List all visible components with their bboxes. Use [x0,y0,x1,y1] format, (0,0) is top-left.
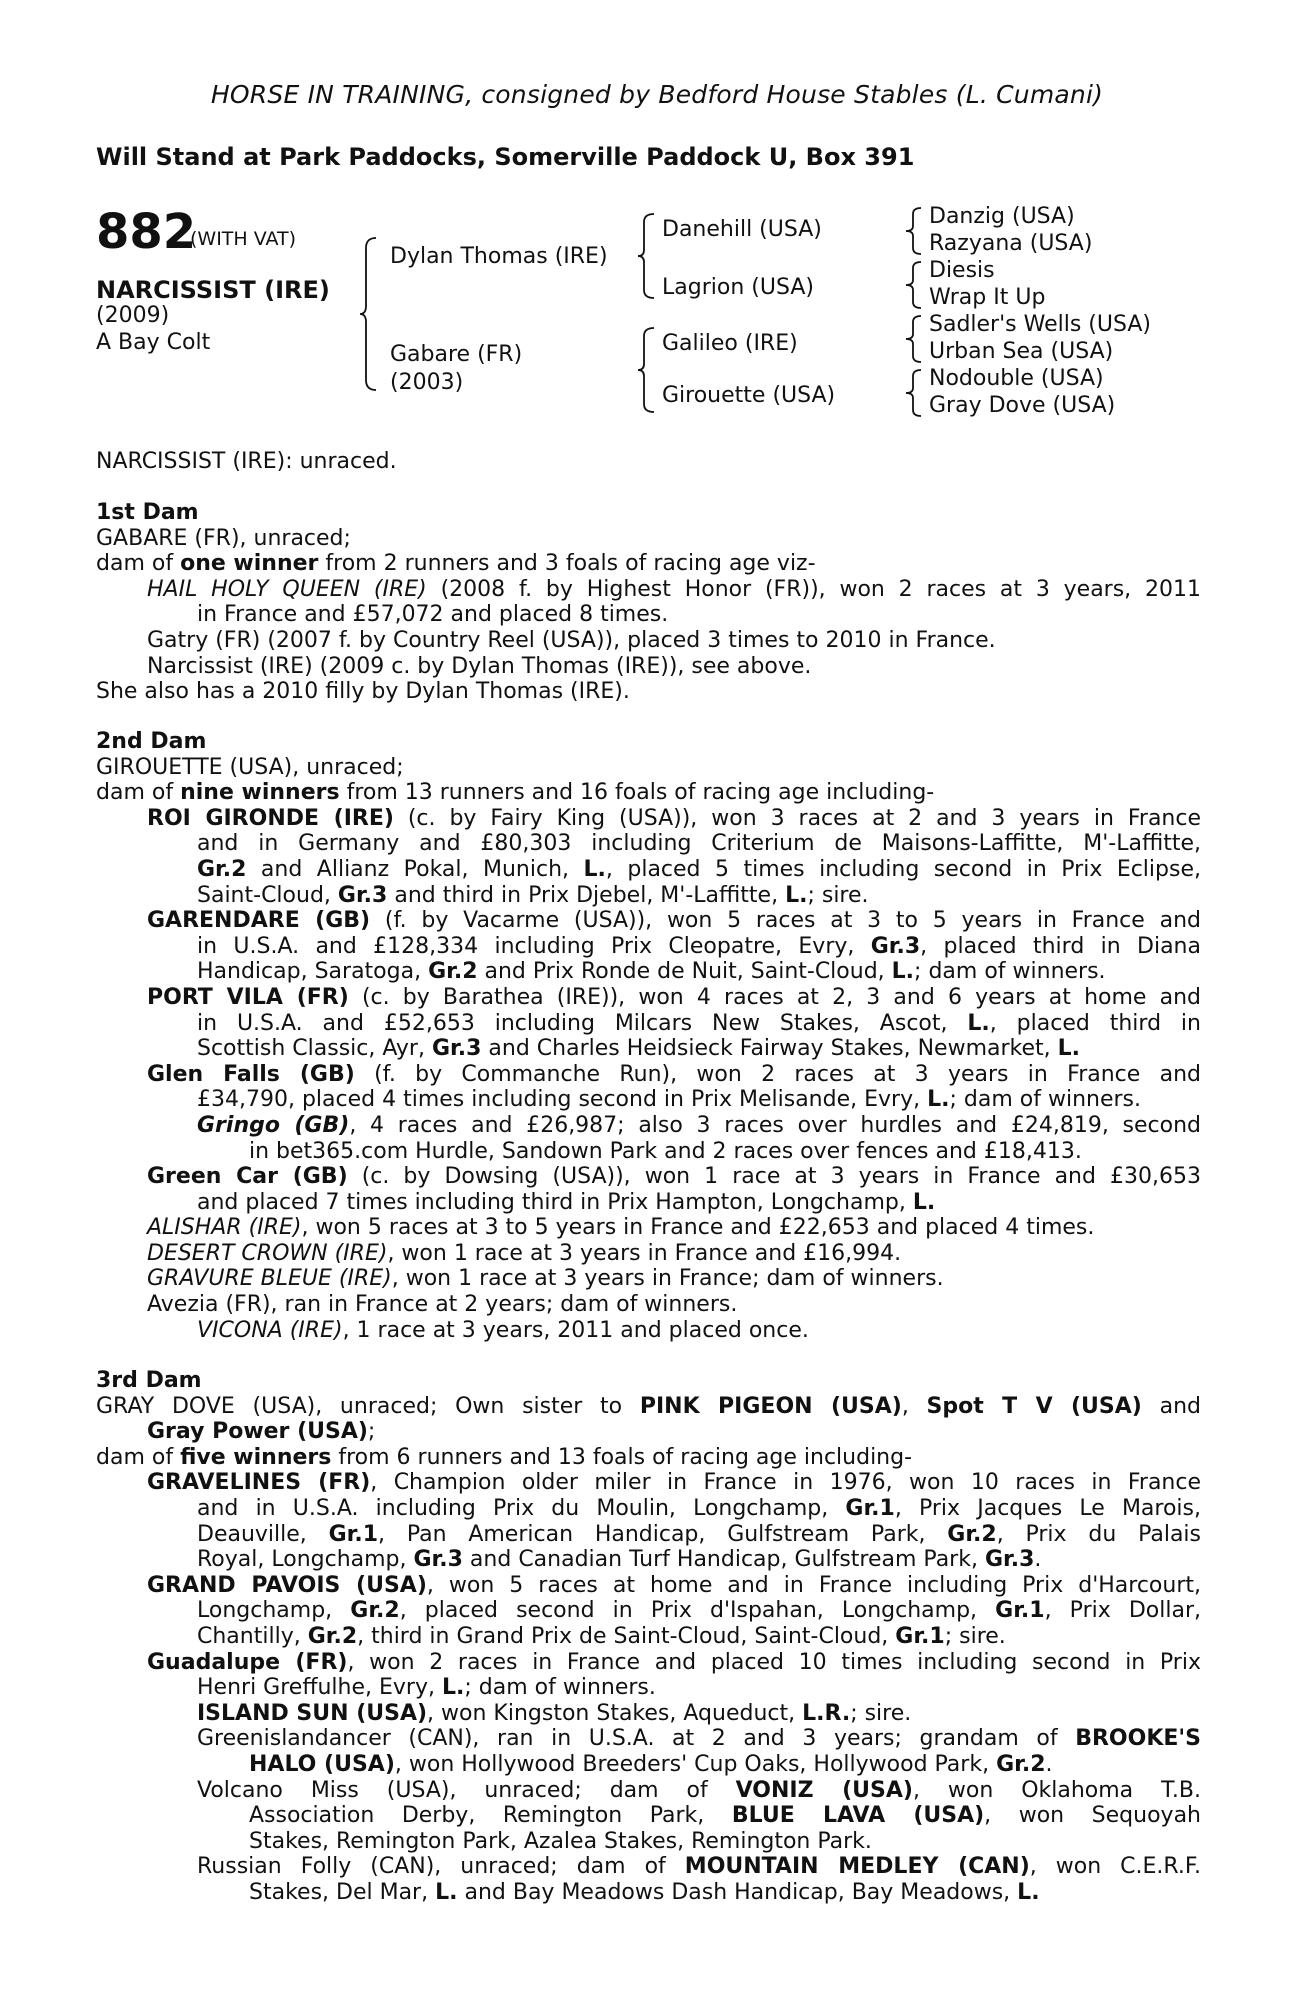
text-run: and Charles Heidsieck Fairway Stakes, Newmarket, [481,1036,1058,1062]
text-line [96,1522,1201,1548]
bold-text: Gr.3 [984,1547,1035,1573]
text-run: ; sire. [850,1700,912,1726]
bold-text: VONIZ (USA) [735,1777,913,1803]
bold-text: GRAVELINES (FR) [147,1470,371,1496]
pedigree-brace-sire [636,212,658,300]
text-run: in U.S.A. and £52,653 including Milcars New Stakes, Ascot, [197,1010,968,1036]
page-title: HORSE IN TRAINING, consigned by Bedford House Stables (L. Cumani) [210,80,1104,109]
text-line [96,1829,1201,1855]
text-line [96,1752,1201,1778]
text-run: Chantilly, [197,1623,308,1649]
bold-text: five winners [180,1444,332,1470]
text-run: , placed 5 times including second in Prix Eclipse, [605,856,1201,882]
text-run: and Prix Ronde de Nuit, Saint-Cloud, [477,959,892,985]
bold-text: HALO (USA) [249,1751,395,1777]
text-run: Henri Greffulhe, Evry, [197,1675,442,1701]
text-line [96,1650,1201,1676]
text-line [96,628,1201,654]
text-run: Volcano Miss (USA), unraced; dam of [197,1777,736,1803]
text-run: , won 1 race at 3 years in France and £16,994. [387,1240,902,1266]
horse-name: NARCISSIST (IRE) [96,276,330,304]
bold-text: L. [583,856,606,882]
bold-text: Gr.2 [350,1598,400,1624]
text-run: Russian Folly (CAN), unraced; dam of [197,1854,685,1880]
text-run: and Canadian Turf Handicap, Gulfstream Park, [462,1547,985,1573]
bold-text: Gr.3 [431,1036,482,1062]
text-line [96,1778,1201,1804]
pedigree-g7: Nodouble (USA) [929,366,1104,391]
lot-vat-note: (WITH VAT) [190,228,297,250]
section-lines [96,755,1201,1344]
text-run: ; dam of winners. [464,1675,656,1701]
bold-text: Gr.1 [845,1495,895,1521]
text-run: Avezia (FR), ran in France at 2 years; dam of winners. [147,1292,738,1318]
text-run: Longchamp, [197,1598,351,1624]
text-line [96,1318,1201,1344]
text-line [96,679,1201,705]
lot-number: 882 [96,204,197,260]
text-run: and Bay Meadows Dash Handicap, Bay Meadows, [457,1879,1018,1905]
family-section-2nd-dam [96,729,1201,1343]
bold-text: Gr.3 [337,882,388,908]
text-line [96,1573,1201,1599]
bold-text: Gray Power (USA) [147,1419,368,1445]
pedigree-sire: Dylan Thomas (IRE) [390,244,608,269]
bold-text: Gr.2 [428,959,478,985]
text-run: and placed 7 times including third in Prix Hampton, Longchamp, [197,1189,913,1215]
pedigree-dam-dam: Girouette (USA) [662,383,836,408]
text-run: Gatry (FR) (2007 f. by Country Reel (USA)), placed 3 times to 2010 in France. [147,627,996,653]
text-run: Handicap, Saratoga, [197,959,429,985]
text-line [96,857,1201,883]
text-run: , won C.E.R.F. [1029,1854,1202,1880]
text-run: dam of [96,780,181,806]
text-run: in U.S.A. and £128,334 including Prix Cleopatre, Evry, [197,933,871,959]
text-run: , won 1 race at 3 years in France; dam of winners. [391,1266,944,1292]
text-run: (f. by Vacarme (USA)), won 5 races at 3 to 5 years in France and [370,908,1201,934]
pedigree-brace-g2 [903,260,925,310]
text-run: dam of [96,551,181,577]
text-run: , won Kingston Stakes, Aqueduct, [427,1700,803,1726]
text-run: from 2 runners and 3 foals of racing age viz- [318,551,816,577]
text-line [96,755,1201,781]
text-run: £34,790, placed 4 times including second in Prix Melisande, Evry, [197,1087,928,1113]
bold-text: Gringo (GB) [197,1112,350,1138]
bold-text: L. [1057,1036,1081,1062]
bold-text: L. [927,1087,950,1113]
pedigree-sire-dam: Lagrion (USA) [662,275,814,300]
text-run: , won Oklahoma T.B. [912,1777,1201,1803]
pedigree-dam-sire: Galileo (IRE) [662,331,798,356]
text-line [96,1445,1201,1471]
text-run: , 4 races and £26,987; also 3 races over hurdles and £24,819, second [349,1112,1202,1138]
text-run: ; [367,1419,376,1445]
text-run: She also has a 2010 filly by Dylan Thomas (IRE). [96,679,630,705]
pedigree-brace-dam [636,326,658,414]
bold-text: ISLAND SUN (USA) [197,1700,428,1726]
bold-text: Green Car (GB) [147,1164,348,1190]
text-line [96,577,1201,603]
bold-text: GARENDARE (GB) [147,908,371,934]
text-line [96,526,1201,552]
text-run: , Prix Jacques Le Marois, [894,1495,1201,1521]
text-run: (c. by Fairy King (USA)), won 3 races at 2 and 3 years in France [393,805,1201,831]
text-run: Stakes, Remington Park, Azalea Stakes, Remington Park. [249,1828,872,1854]
text-line [96,985,1201,1011]
text-run: (c. by Dowsing (USA)), won 1 race at 3 years in France and £30,653 [347,1164,1201,1190]
pedigree-g6: Urban Sea (USA) [929,339,1114,364]
text-run: ; dam of winners. [914,959,1106,985]
text-line [96,1394,1201,1420]
bold-text: L. [891,959,915,985]
text-line [96,1062,1201,1088]
bold-text: L. [967,1010,990,1036]
italic-text: VICONA (IRE) [197,1317,343,1343]
bold-text: Gr.3 [870,933,921,959]
text-line [96,831,1201,857]
bold-text: Guadalupe (FR) [147,1649,348,1675]
horse-description: A Bay Colt [96,330,211,355]
bold-text: Gr.1 [328,1521,379,1547]
text-run: , third in Grand Prix de Saint-Cloud, Saint-Cloud, [357,1623,896,1649]
pedigree-g8: Gray Dove (USA) [929,393,1116,418]
text-line [96,806,1201,832]
text-run: GABARE (FR), unraced; [96,525,351,551]
bold-text: Gr.2 [307,1623,358,1649]
text-line [96,1880,1201,1906]
section-lines [96,1394,1201,1906]
text-line [96,1266,1201,1292]
bold-text: Gr.2 [197,856,247,882]
bold-text: ROI GIRONDE (IRE) [147,805,394,831]
text-run: (2008 f. by Highest Honor (FR)), won 2 races at 3 years, 2011 [426,576,1201,602]
pedigree-brace-g4 [903,368,925,418]
text-run: Stakes, Del Mar, [249,1879,436,1905]
italic-text: GRAVURE BLEUE (IRE) [147,1266,392,1292]
text-line [96,1190,1201,1216]
section-title: 2nd Dam [96,729,207,754]
bold-text: PINK PIGEON (USA) [639,1393,902,1419]
text-run: (c. by Barathea (IRE)), won 4 races at 2, 3 and 6 years at home and [348,984,1201,1010]
text-run: , placed third in [989,1010,1201,1036]
text-line [96,1419,1201,1445]
pedigree-g3: Diesis [929,258,995,283]
text-line [96,1139,1201,1165]
text-run: and third in Prix Djebel, M'-Laffitte, [387,882,786,908]
text-line [96,602,1201,628]
text-run: , won Sequoyah [984,1803,1201,1829]
text-run: in bet365.com Hurdle, Sandown Park and 2 races over fences and £18,413. [249,1138,1082,1164]
text-line [96,1701,1201,1727]
bold-text: Gr.2 [996,1751,1046,1777]
text-run: , Prix du Palais [996,1521,1201,1547]
pedigree-g4: Wrap It Up [929,285,1046,310]
text-run: , won 2 races in France and placed 10 times including second in Prix [347,1649,1201,1675]
text-line [96,654,1201,680]
italic-text: HAIL HOLY QUEEN (IRE) [147,576,427,602]
text-line [96,1036,1201,1062]
text-line [96,1215,1201,1241]
bold-text: Gr.2 [947,1521,997,1547]
pedigree-dam: Gabare (FR) [390,342,523,367]
text-run: , Champion older miler in France in 1976, won 10 races in France [370,1470,1202,1496]
text-run: ; sire. [807,882,869,908]
bold-text: BLUE LAVA (USA) [731,1803,985,1829]
bold-text: GRAND PAVOIS (USA) [147,1572,427,1598]
bold-text: L. [912,1189,936,1215]
race-summary: NARCISSIST (IRE): unraced. [96,449,397,474]
text-line [96,1547,1201,1573]
text-run: , 1 race at 3 years, 2011 and placed once. [342,1317,809,1343]
text-line [96,1113,1201,1139]
text-line [96,1854,1201,1880]
text-run: Saint-Cloud, [197,882,338,908]
pedigree-g5: Sadler's Wells (USA) [929,312,1151,337]
section-lines [96,526,1201,705]
text-run: , won 5 races at home and in France including Prix d'Harcourt, [426,1572,1201,1598]
text-run: ; sire. [944,1623,1006,1649]
family-section-1st-dam [96,500,1201,705]
text-run: . [1045,1751,1053,1777]
text-run: Royal, Longchamp, [197,1547,414,1573]
bold-text: MOUNTAIN MEDLEY (CAN) [684,1854,1030,1880]
pedigree-g2: Razyana (USA) [929,231,1093,256]
italic-text: DESERT CROWN (IRE) [147,1240,388,1266]
text-line [96,1624,1201,1650]
text-run: GRAY DOVE (USA), unraced; Own sister to [96,1393,640,1419]
text-run: (f. by Commanche Run), won 2 races at 3 years in France and [354,1061,1201,1087]
text-run: Deauville, [197,1521,329,1547]
text-line [96,959,1201,985]
text-run: in France and £57,072 and placed 8 times. [197,602,669,628]
text-line [96,1164,1201,1190]
text-line [96,1598,1201,1624]
horse-year: (2009) [96,303,170,328]
family-section-3rd-dam [96,1368,1201,1905]
text-line [96,1011,1201,1037]
text-run: , Prix Dollar, [1044,1598,1201,1624]
text-run: and Allianz Pokal, Munich, [246,856,584,882]
bold-text: one winner [180,551,319,577]
pedigree-sire-sire: Danehill (USA) [662,217,822,242]
text-run: ; dam of winners. [949,1087,1141,1113]
text-run: Narcissist (IRE) (2009 c. by Dylan Thomas (IRE)), see above. [147,653,812,679]
text-line [96,1675,1201,1701]
bold-text: nine winners [180,780,340,806]
text-run: , placed third in Diana [920,933,1201,959]
bold-text: Gr.3 [413,1547,463,1573]
bold-text: PORT VILA (FR) [147,984,349,1010]
bold-text: L. [441,1675,465,1701]
bold-text: L. [435,1879,458,1905]
text-run: and in U.S.A. including Prix du Moulin, Longchamp, [197,1495,846,1521]
text-run: and [1141,1393,1201,1419]
text-line [96,780,1201,806]
section-title: 3rd Dam [96,1368,202,1393]
pedigree-brace-g3 [903,314,925,364]
text-run: Greenislandancer (CAN), ran in U.S.A. at 2 and 3 years; grandam of [197,1726,1076,1752]
bold-text: Spot T V (USA) [926,1393,1142,1419]
text-run: dam of [96,1444,181,1470]
text-run: , placed second in Prix d'Ispahan, Longchamp, [399,1598,996,1624]
text-run: , [901,1393,927,1419]
text-run: and in Germany and £80,303 including Criterium de Maisons-Laffitte, M'-Laffitte, [197,831,1201,857]
bold-text: Gr.1 [895,1623,945,1649]
text-line [96,1496,1201,1522]
section-title: 1st Dam [96,500,199,525]
bold-text: L. [785,882,808,908]
text-run: from 13 runners and 16 foals of racing age including- [339,780,935,806]
text-run: , Pan American Handicap, Gulfstream Park, [378,1521,948,1547]
pedigree-dam-year: (2003) [390,370,464,395]
stand-location: Will Stand at Park Paddocks, Somerville Paddock U, Box 391 [96,143,915,171]
pedigree-g1: Danzig (USA) [929,204,1075,229]
bold-text: BROOKE'S [1075,1726,1201,1752]
pedigree-brace-main [358,236,380,392]
text-line [96,1292,1201,1318]
text-line [96,551,1201,577]
text-line [96,1087,1201,1113]
text-line [96,1470,1201,1496]
bold-text: Gr.1 [995,1598,1045,1624]
bold-text: Glen Falls (GB) [147,1061,355,1087]
bold-text: L. [1017,1879,1040,1905]
text-run: , won 5 races at 3 to 5 years in France and £22,653 and placed 4 times. [301,1215,1095,1241]
text-line [96,1726,1201,1752]
italic-text: ALISHAR (IRE) [147,1215,302,1241]
text-run: Association Derby, Remington Park, [249,1803,732,1829]
text-line [96,934,1201,960]
text-run: from 6 runners and 13 foals of racing age including- [331,1444,913,1470]
text-run: . [1034,1547,1042,1573]
text-run: Scottish Classic, Ayr, [197,1036,432,1062]
text-line [96,1241,1201,1267]
pedigree-brace-g1 [903,206,925,256]
text-run: , won Hollywood Breeders' Cup Oaks, Hollywood Park, [394,1751,997,1777]
text-line [96,883,1201,909]
text-line [96,908,1201,934]
bold-text: L.R. [802,1700,851,1726]
text-line [96,1803,1201,1829]
text-run: GIROUETTE (USA), unraced; [96,754,404,780]
